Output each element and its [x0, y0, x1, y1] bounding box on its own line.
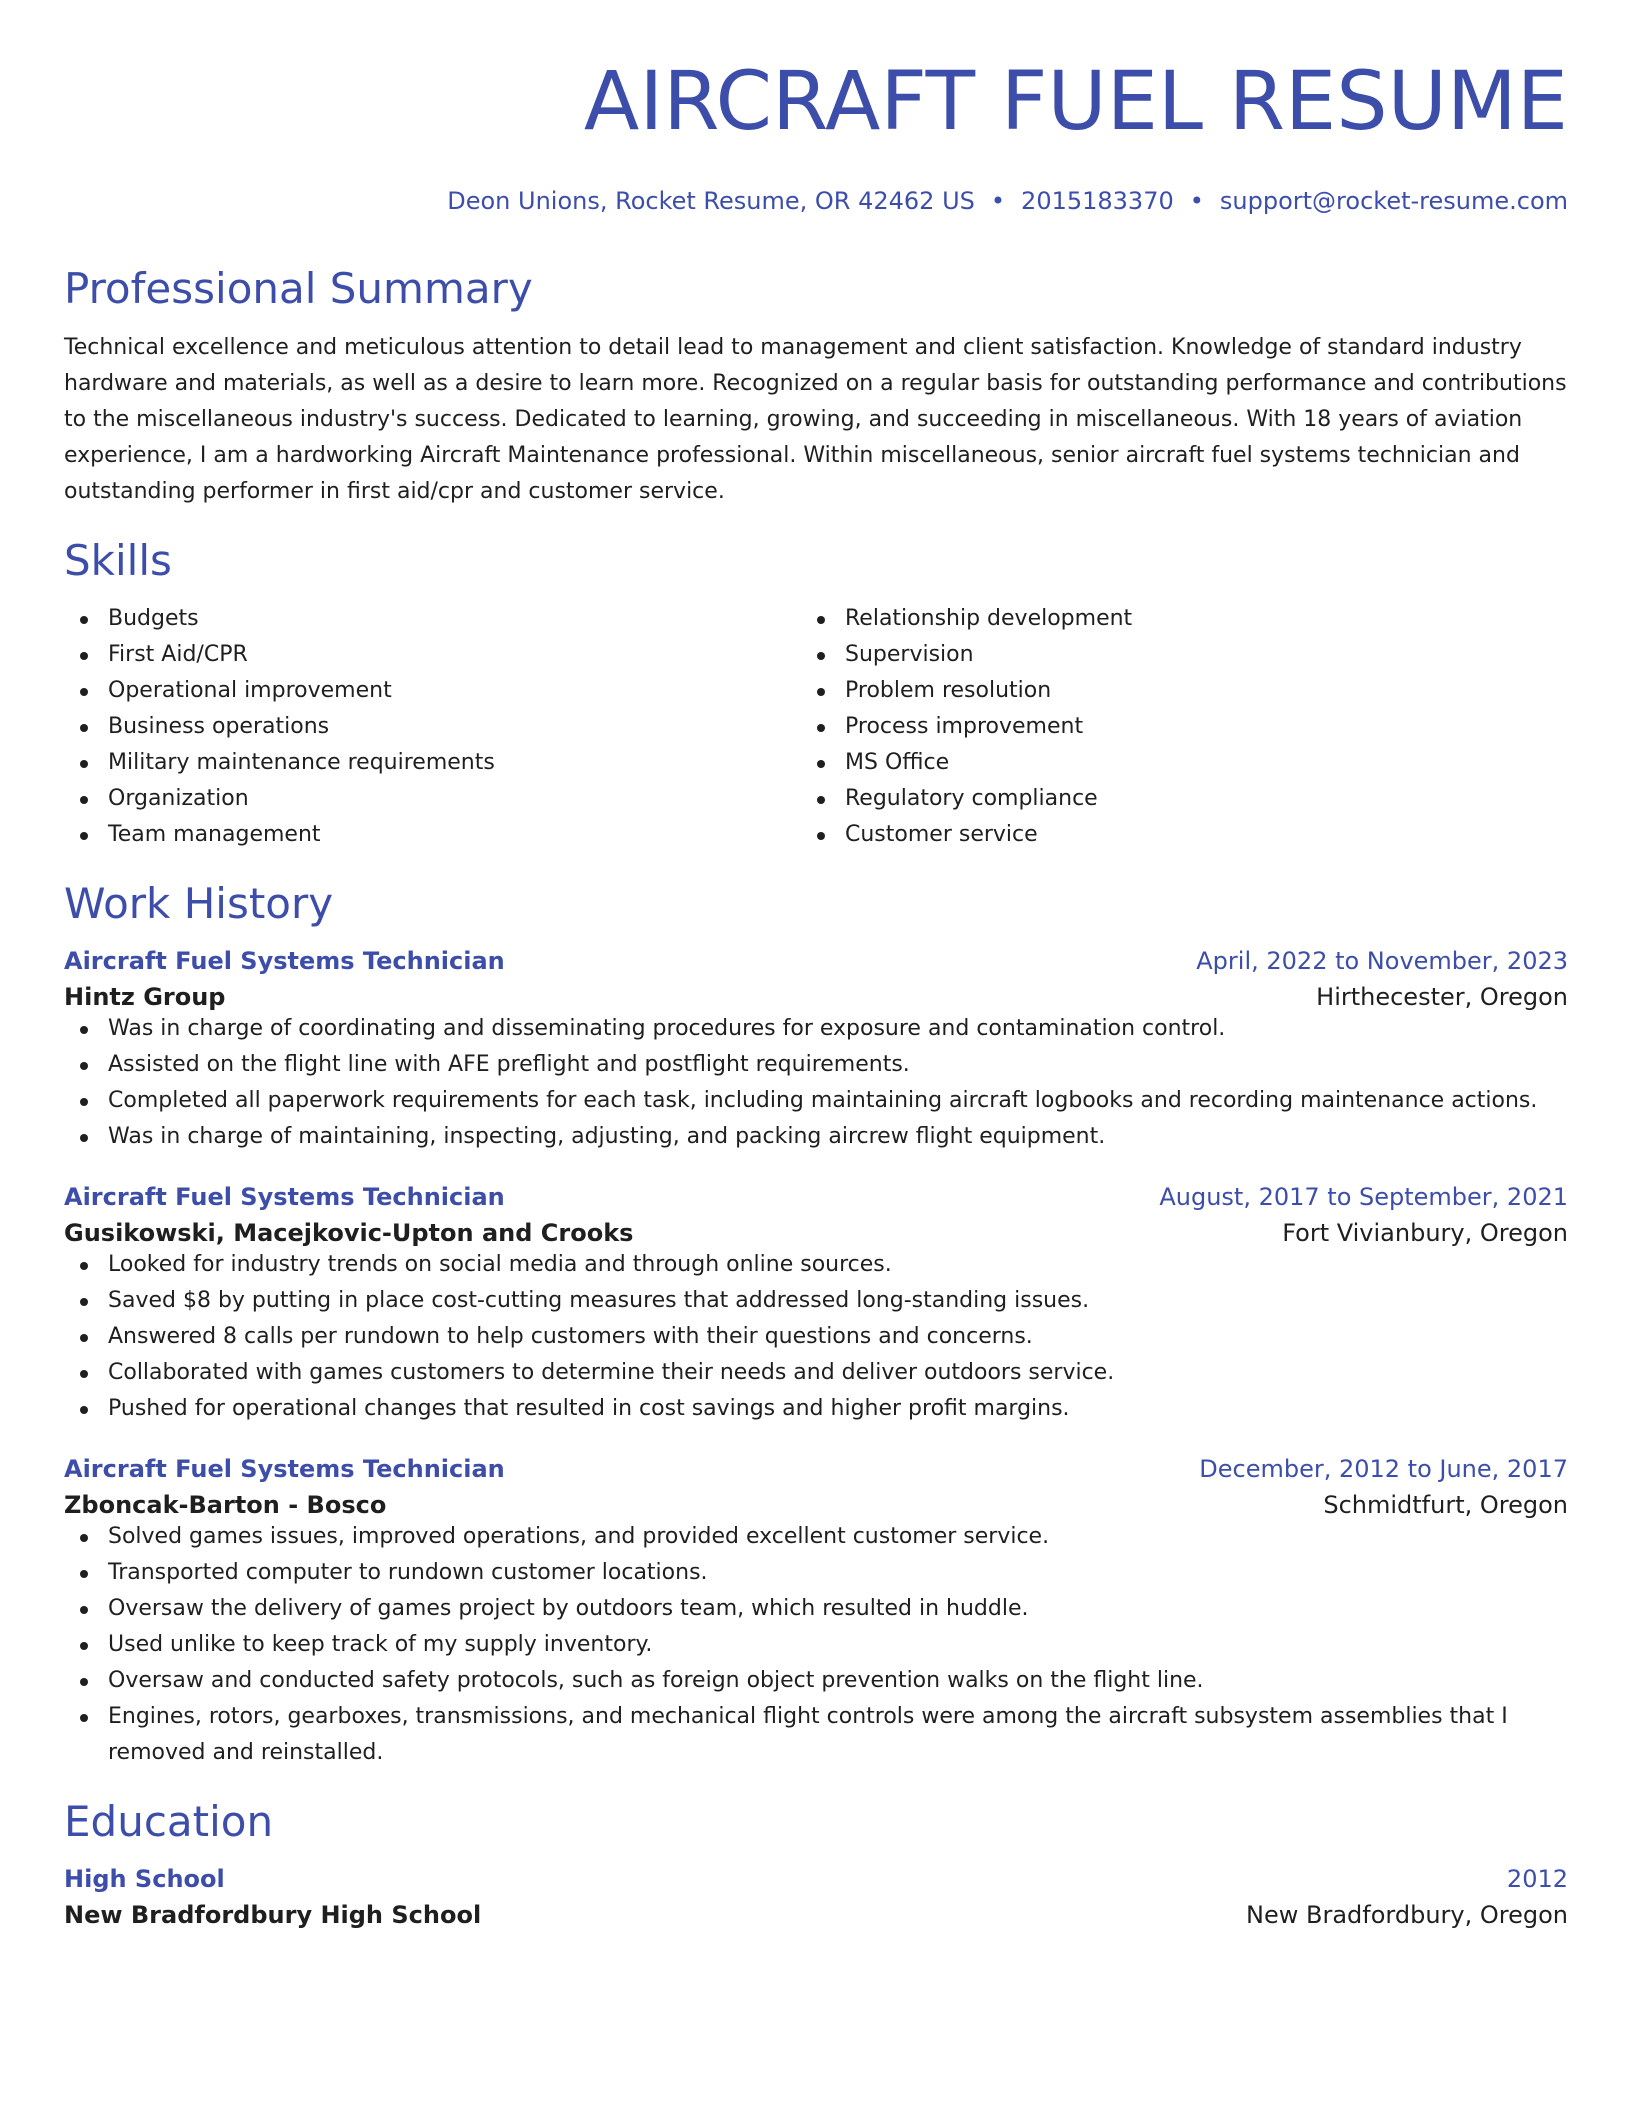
skill-item: Problem resolution [801, 673, 1568, 709]
job-entry [64, 947, 1568, 1155]
job-bullet: Solved games issues, improved operations, and provided excellent customer service. [64, 1519, 1568, 1555]
job-bullet: Saved $8 by putting in place cost-cutting measures that addressed long-standing issues. [64, 1283, 1568, 1319]
skill-item: Organization [64, 781, 801, 817]
contact-separator: • [1189, 187, 1204, 215]
education-location: New Bradfordbury, Oregon [1246, 1901, 1568, 1930]
skill-item: MS Office [801, 745, 1568, 781]
skill-item: Process improvement [801, 709, 1568, 745]
job-entry [64, 1455, 1568, 1771]
work-history-heading: Work History [64, 878, 334, 928]
education-degree: High School [64, 1865, 225, 1894]
job-location: Schmidtfurt, Oregon [1323, 1490, 1568, 1519]
job-bullet: Oversaw the delivery of games project by outdoors team, which resulted in huddle. [64, 1591, 1568, 1627]
job-company: Zboncak-Barton - Bosco [64, 1490, 387, 1519]
contact-line [64, 187, 1568, 216]
skill-item: Operational improvement [64, 673, 801, 709]
skill-item: First Aid/CPR [64, 637, 801, 673]
job-title: Aircraft Fuel Systems Technician [64, 1182, 505, 1211]
job-bullet: Transported computer to rundown customer locations. [64, 1555, 1568, 1591]
job-bullet: Oversaw and conducted safety protocols, such as foreign object prevention walks on the flight line. [64, 1663, 1568, 1699]
job-bullet: Answered 8 calls per rundown to help customers with their questions and concerns. [64, 1319, 1568, 1355]
job-company: Hintz Group [64, 982, 226, 1011]
summary-heading: Professional Summary [64, 263, 533, 313]
resume-title: AIRCRAFT FUEL RESUME [583, 55, 1568, 149]
job-bullet: Assisted on the flight line with AFE preflight and postflight requirements. [64, 1047, 1568, 1083]
summary-text: Technical excellence and meticulous attention to detail lead to management and client satisfaction. Knowledge of standard industry hardware and materials, as well as a desire to learn more. Recognized on a regular basis for outstanding performance and contributions to the miscellaneous industry's success. Dedicated to learning, growing, and succeeding in miscellaneous. With 18 years of aviation experience, I am a hardworking Aircraft Maintenance professional. Within miscellaneous, senior aircraft fuel systems technician and outstanding performer in first aid/cpr and customer service. [64, 335, 1567, 505]
job-location: Hirthecester, Oregon [1316, 982, 1568, 1011]
education-entry [64, 1865, 1568, 1929]
job-bullet: Collaborated with games customers to determine their needs and deliver outdoors service. [64, 1355, 1568, 1391]
job-bullet: Used unlike to keep track of my supply inventory. [64, 1627, 1568, 1663]
education-year: 2012 [1506, 1865, 1568, 1894]
job-entry [64, 1183, 1568, 1427]
job-dates: April, 2022 to November, 2023 [1196, 946, 1568, 975]
job-bullet: Pushed for operational changes that resulted in cost savings and higher profit margins. [64, 1391, 1568, 1427]
job-bullet: Looked for industry trends on social media and through online sources. [64, 1247, 1568, 1283]
contact-phone: 2015183370 [1021, 187, 1174, 215]
job-bullets [64, 1519, 1568, 1771]
education-section [64, 1797, 1568, 1929]
education-heading: Education [64, 1796, 274, 1846]
skill-item: Military maintenance requirements [64, 745, 801, 781]
job-bullets [64, 1247, 1568, 1427]
job-bullets [64, 1011, 1568, 1155]
job-bullet: Completed all paperwork requirements for each task, including maintaining aircraft logbooks and recording maintenance actions. [64, 1083, 1568, 1119]
skills-grid [64, 601, 1568, 853]
job-company: Gusikowski, Macejkovic-Upton and Crooks [64, 1218, 634, 1247]
skills-list-left [64, 601, 801, 853]
skills-heading: Skills [64, 536, 172, 586]
contact-email[interactable]: support@rocket-resume.com [1219, 187, 1568, 215]
job-bullet: Was in charge of coordinating and disseminating procedures for exposure and contamination control. [64, 1011, 1568, 1047]
skills-section [64, 536, 1568, 852]
skill-item: Supervision [801, 637, 1568, 673]
summary-section [64, 264, 1568, 510]
job-dates: December, 2012 to June, 2017 [1199, 1454, 1568, 1483]
education-school: New Bradfordbury High School [64, 1901, 482, 1930]
skill-item: Team management [64, 817, 801, 853]
skill-item: Customer service [801, 817, 1568, 853]
contact-address: Deon Unions, Rocket Resume, OR 42462 US [447, 187, 975, 215]
skill-item: Relationship development [801, 601, 1568, 637]
job-title: Aircraft Fuel Systems Technician [64, 1454, 505, 1483]
job-title: Aircraft Fuel Systems Technician [64, 946, 505, 975]
job-bullet: Engines, rotors, gearboxes, transmissions, and mechanical flight controls were among the aircraft subsystem assemblies that I removed and reinstalled. [64, 1699, 1568, 1771]
job-dates: August, 2017 to September, 2021 [1159, 1182, 1568, 1211]
job-bullet: Was in charge of maintaining, inspecting, adjusting, and packing aircrew flight equipment. [64, 1119, 1568, 1155]
skill-item: Budgets [64, 601, 801, 637]
contact-separator: • [990, 187, 1006, 215]
skills-list-right [801, 601, 1568, 853]
work-history-section [64, 879, 1568, 1771]
skill-item: Regulatory compliance [801, 781, 1568, 817]
job-location: Fort Vivianbury, Oregon [1282, 1218, 1568, 1247]
skill-item: Business operations [64, 709, 801, 745]
